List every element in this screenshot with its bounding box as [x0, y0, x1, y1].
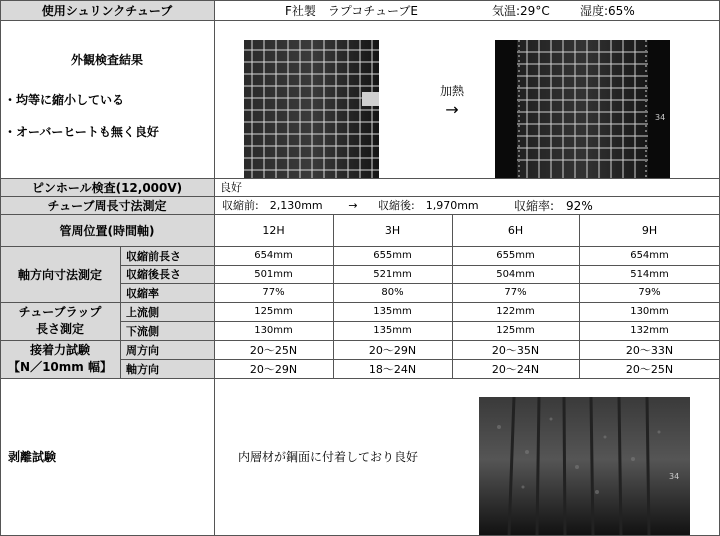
wrap-cell: 130mm — [630, 306, 669, 317]
wrap-cell: 130mm — [254, 325, 293, 336]
wrap-group-label — [0, 302, 120, 340]
wrap-group-line1: チューブラップ — [18, 305, 102, 319]
adhesion-cell: 18〜24N — [368, 362, 417, 376]
peel-label: 剥離試験 — [8, 449, 57, 464]
appearance-title: 外観検査結果 — [70, 52, 143, 67]
axial-cell: 80% — [381, 287, 404, 298]
tube-label: 使用シュリンクチューブ — [0, 0, 214, 20]
adhesion-row-label: 軸方向 — [120, 359, 214, 378]
positions-label: 管周位置(時間軸) — [0, 214, 214, 246]
tube-mark-1: 34 — [655, 113, 666, 122]
axial-cell: 79% — [638, 287, 661, 298]
circumference-label: チューブ周長寸法測定 — [0, 196, 214, 214]
shrunk-tube-image — [495, 40, 670, 178]
axial-cell: 501mm — [254, 268, 293, 280]
heating-arrow-icon: → — [445, 99, 459, 119]
wrap-cell: 125mm — [496, 325, 535, 336]
wrap-cell: 125mm — [254, 306, 293, 317]
adhesion-group-label — [0, 340, 120, 378]
grid-tube-image — [244, 40, 379, 178]
axial-row-label: 収縮前長さ — [120, 246, 214, 265]
pinhole-label: ピンホール検査(12,000V) — [0, 178, 214, 196]
adhesion-cell: 20〜25N — [249, 343, 298, 357]
circumference-before: 収縮前: 2,130mm — [222, 199, 323, 212]
wrap-cell: 122mm — [496, 306, 535, 317]
photo-before-heating — [244, 40, 379, 178]
adhesion-cell: 20〜25N — [625, 362, 674, 376]
position-3h: 3H — [384, 223, 401, 237]
pinhole-result: 良好 — [220, 181, 242, 194]
wrap-cell: 135mm — [373, 306, 412, 317]
axial-cell: 521mm — [373, 268, 412, 280]
adhesion-cell: 20〜33N — [625, 343, 674, 357]
photo-after-heating — [495, 40, 670, 178]
axial-group-label: 軸方向寸法測定 — [0, 246, 120, 302]
adhesion-group-line1: 接着力試験 — [29, 343, 90, 357]
shrink-rate: 収縮率: 92% — [514, 198, 593, 213]
circumference-arrow-icon: → — [348, 198, 358, 212]
axial-cell: 504mm — [496, 268, 535, 280]
adhesion-cell: 20〜24N — [491, 362, 540, 376]
axial-cell: 655mm — [496, 250, 535, 261]
axial-cell: 514mm — [630, 268, 669, 280]
axial-row-label: 収縮後長さ — [120, 265, 214, 283]
wrap-row-label: 下流側 — [120, 321, 214, 340]
tube-mark-2: 34 — [669, 472, 680, 481]
adhesion-cell: 20〜29N — [368, 343, 417, 357]
position-6h: 6H — [507, 223, 524, 237]
product-name: F社製 ラプコチューブE — [285, 3, 418, 18]
humidity: 湿度:65% — [580, 3, 635, 18]
wrap-cell: 132mm — [630, 325, 669, 336]
axial-row-label: 収縮率 — [120, 283, 214, 302]
peeled-tube-image — [479, 397, 690, 536]
position-12h: 12H — [262, 223, 285, 237]
appearance-bullet-1: ・均等に縮小している — [4, 92, 125, 107]
position-9h: 9H — [641, 223, 658, 237]
axial-cell: 655mm — [373, 250, 412, 261]
axial-cell: 654mm — [254, 250, 293, 261]
appearance-bullet-2: ・オーバーヒートも無く良好 — [4, 124, 159, 139]
axial-cell: 77% — [504, 287, 527, 298]
photo-peel-test — [479, 397, 690, 536]
wrap-row-label: 上流側 — [120, 302, 214, 321]
circumference-after: 収縮後: 1,970mm — [378, 199, 479, 212]
adhesion-cell: 20〜29N — [249, 362, 298, 376]
temperature: 気温:29°C — [492, 3, 550, 18]
axial-cell: 77% — [262, 287, 285, 298]
adhesion-row-label: 周方向 — [120, 340, 214, 359]
adhesion-cell: 20〜35N — [491, 343, 540, 357]
wrap-cell: 135mm — [373, 325, 412, 336]
heating-label: 加熱 — [439, 83, 464, 98]
axial-cell: 654mm — [630, 250, 669, 261]
adhesion-group-line2: 【N／10mm 幅】 — [8, 360, 112, 374]
wrap-group-line2: 長さ測定 — [35, 322, 84, 336]
peel-result: 内層材が鋼面に付着しており良好 — [238, 449, 419, 464]
